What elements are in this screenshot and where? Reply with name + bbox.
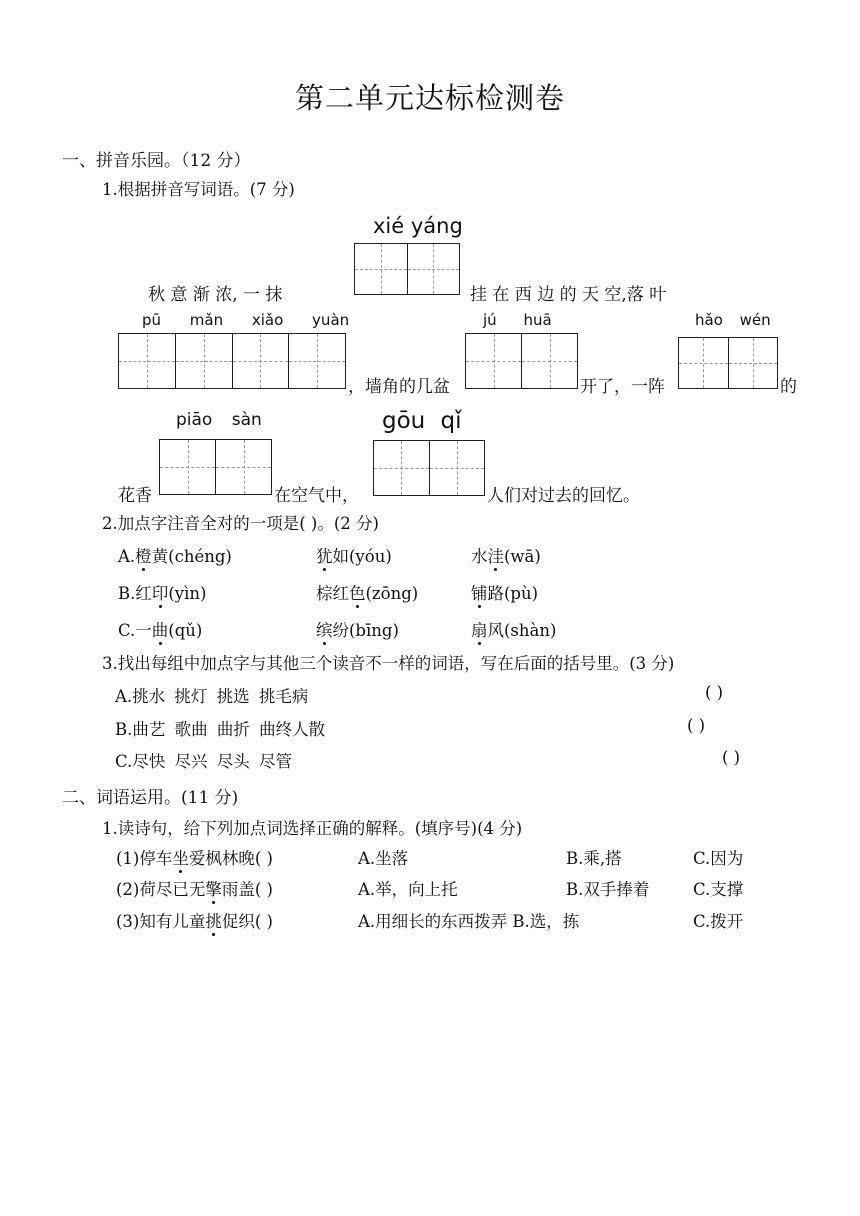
section-1-heading: 一、拼音乐园。（12 分） (62, 151, 251, 171)
dotted-char: 挑 (205, 908, 222, 932)
q3-answer-b[interactable]: ( ) (687, 716, 706, 735)
poem-line-3: (3)知有儿童挑促织( ) (116, 908, 273, 932)
sentence-part-6: 花香 (118, 486, 152, 506)
q3-group-a: A.挑水 挑灯 挑选 挑毛病 (115, 687, 309, 706)
pinyin-pu-man-xiao-yuan: pū mǎn xiǎo yuàn (142, 311, 350, 329)
q2-option-a-word2: 犹如(yóu) (316, 543, 392, 567)
question-2-heading: 2.加点字注音全对的一项是( )。(2 分) (102, 514, 379, 533)
pinyin-xie-yang: xié yáng (373, 214, 463, 238)
q2-option-c-word1: C.一曲(qǔ) (118, 617, 202, 641)
dotted-char: 色 (349, 580, 366, 604)
poem-3-option-a: A.用细长的东西拨弄 B.选，拣 (358, 912, 580, 931)
pinyin-ju-hua: jú huā (483, 311, 552, 329)
dotted-char: 扇 (471, 617, 488, 641)
writing-grid-xie-yang[interactable] (354, 243, 460, 295)
poem-1-option-c: C.因为 (693, 849, 744, 868)
dotted-char: 曲 (152, 617, 169, 641)
question-1-heading: 1.根据拼音写词语。(7 分) (102, 180, 295, 199)
dotted-char: 擎 (205, 876, 222, 900)
poem-2-option-a: A.举，向上托 (358, 880, 458, 899)
dotted-char: 犹 (316, 543, 333, 567)
dotted-char: 铺 (471, 580, 488, 604)
q3-group-c: C.尽快 尽兴 尽头 尽管 (115, 752, 293, 771)
poem-2-option-c: C.支撑 (693, 880, 744, 899)
q2-option-b-word1: B.红印(yìn) (118, 580, 206, 604)
poem-3-option-c: C.拨开 (693, 912, 744, 931)
writing-grid-pu-man-xiao-yuan[interactable] (118, 333, 346, 389)
pinyin-gou-qi: gōu qǐ (382, 408, 462, 434)
q2-option-c-word2: 缤纷(bīng) (316, 617, 399, 641)
pinyin-piao-san: piāo sàn (176, 410, 262, 430)
page-title: 第二单元达标检测卷 (294, 81, 565, 115)
q2-option-a-word3: 水洼(wā) (471, 543, 541, 567)
dotted-char: 坐 (172, 845, 189, 869)
sentence-part-7: 在空气中， (274, 486, 359, 506)
dotted-char: 印 (152, 580, 169, 604)
question-3-heading: 3.找出每组中加点字与其他三个读音不一样的词语，写在后面的括号里。(3 分) (102, 654, 675, 673)
sentence-part-8: 人们对过去的回忆。 (487, 486, 640, 506)
poem-1-option-a: A.坐落 (358, 849, 409, 868)
writing-grid-ju-hua[interactable] (465, 333, 578, 389)
sentence-part-2: 挂 在 西 边 的 天 空,落 叶 (470, 285, 667, 305)
dotted-char: 橙 (135, 543, 152, 567)
poem-2-option-b: B.双手捧着 (566, 880, 650, 899)
q2-option-a-word1: A.橙黄(chéng) (118, 543, 232, 567)
q3-answer-a[interactable]: ( ) (705, 683, 724, 702)
sentence-part-4: 开了，一阵 (580, 377, 665, 397)
q3-answer-c[interactable]: ( ) (722, 748, 741, 767)
q2-option-b-word2: 棕红色(zōng) (316, 580, 418, 604)
part2-question-1-heading: 1.读诗句，给下列加点词选择正确的解释。(填序号)(4 分) (102, 819, 523, 838)
sentence-part-5: 的 (780, 377, 797, 397)
writing-grid-piao-san[interactable] (159, 439, 272, 495)
sentence-part-1: 秋 意 渐 浓, 一 抹 (148, 285, 283, 305)
dotted-char: 洼 (488, 543, 505, 567)
section-2-heading: 二、词语运用。(11 分) (62, 788, 239, 808)
writing-grid-hao-wen[interactable] (678, 337, 778, 389)
dotted-char: 缤 (316, 617, 333, 641)
q2-option-c-word3: 扇风(shàn) (471, 617, 556, 641)
sentence-part-3: ，墙角的几盆 (348, 377, 450, 397)
poem-line-1: (1)停车坐爱枫林晚( ) (116, 845, 273, 869)
q3-group-b: B.曲艺 歌曲 曲折 曲终人散 (115, 720, 326, 739)
poem-1-option-b: B.乘,搭 (566, 849, 622, 868)
pinyin-hao-wen: hǎo wén (695, 311, 771, 329)
q2-option-b-word3: 铺路(pù) (471, 580, 538, 604)
poem-line-2: (2)荷尽已无擎雨盖( ) (116, 876, 273, 900)
writing-grid-gou-qi[interactable] (373, 440, 485, 496)
